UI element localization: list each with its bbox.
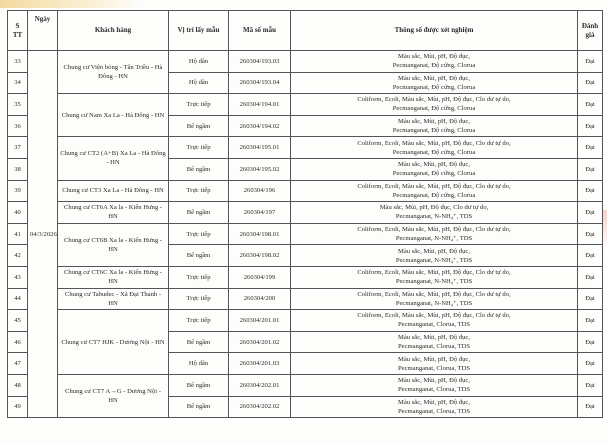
sample-code-cell: 260304/198.02 [229,245,291,267]
stt-cell: 42 [8,245,28,267]
customer-cell: Chung cư CT6C Xa la - Kiến Hưng - HN [58,266,169,288]
table-row [8,180,603,202]
stt-cell: 41 [8,223,28,245]
location-cell: Trực tiếp [169,310,229,332]
table-row [8,310,603,332]
stt-cell: 43 [8,266,28,288]
location-cell: Trực tiếp [169,137,229,159]
result-cell: Đạt [578,245,603,267]
table-body [8,51,603,418]
stt-cell: 48 [8,374,28,396]
location-cell: Trực tiếp [169,94,229,116]
customer-cell: Chung cư CT2 (A+B) Xa La - Hà Đông - HN [58,137,169,180]
sample-code-cell: 260304/199 [229,266,291,288]
result-cell: Đạt [578,202,603,224]
location-cell: Trực tiếp [169,288,229,310]
location-cell: Bể ngầm [169,396,229,418]
table-row [8,223,603,245]
scan-artifact [0,0,140,8]
sample-code-cell: 260304/201.02 [229,331,291,353]
sample-code-cell: 260304/193.03 [229,51,291,73]
header-result: Đánh giá [578,11,603,51]
tests-cell: Màu sắc, Mùi, pH, Độ đục, Pecmanganat, Clorua, TDS [291,374,578,396]
result-cell: Đạt [578,158,603,180]
location-cell: Hộ dân [169,51,229,73]
location-cell: Bể ngầm [169,245,229,267]
customer-cell: Chung cư CT7 HJK - Dương Nội - HN [58,310,169,375]
result-cell: Đạt [578,288,603,310]
sample-code-cell: 260304/202.01 [229,374,291,396]
stt-cell: 49 [8,396,28,418]
tests-cell: Coliform, Ecoli, Màu sắc, Mùi, pH, Độ đục, Clo dư tự do, Pecmanganat, Độ cứng, Clorua [291,94,578,116]
stt-cell: 45 [8,310,28,332]
stt-cell: 35 [8,94,28,116]
result-cell: Đạt [578,374,603,396]
stt-cell: 34 [8,72,28,94]
stt-cell: 47 [8,353,28,375]
customer-cell: Chung cư CT3 Xa La - Hà Đông - HN [58,180,169,202]
customer-cell: Chung cư CT6B Xa la - Kiến Hưng - HN [58,223,169,266]
header-location: Vị trí lấy mẫu [169,11,229,51]
location-cell: Hộ dân [169,72,229,94]
table-row [8,137,603,159]
stt-cell: 46 [8,331,28,353]
stt-cell: 37 [8,137,28,159]
result-cell: Đạt [578,310,603,332]
table-row [8,202,603,224]
location-cell: Trực tiếp [169,180,229,202]
header-code: Mã số mẫu [229,11,291,51]
sample-code-cell: 260304/202.02 [229,396,291,418]
sample-code-cell: 260304/201.03 [229,353,291,375]
tests-cell: Màu sắc, Mùi, pH, Độ đục, Pecmanganat, Clorua, TDS [291,396,578,418]
stt-cell: 36 [8,115,28,137]
result-cell: Đạt [578,94,603,116]
result-cell: Đạt [578,180,603,202]
location-cell: Trực tiếp [169,266,229,288]
result-cell: Đạt [578,353,603,375]
tests-cell: Coliform, Ecoli, Màu sắc, Mùi, pH, Độ đục, Clo dư tự do, Pecmanganat, Clorua, TDS [291,310,578,332]
tests-cell: Màu sắc, Mùi, pH, Độ đục, Pecmanganat, Độ cứng, Clorua [291,158,578,180]
header-date: Ngày [28,11,58,51]
table-row [8,51,603,73]
tests-cell: Màu sắc, Mùi, pH, Độ đục, Pecmanganat, N-NH₄⁺, TDS [291,245,578,267]
table-row [8,94,603,116]
result-cell: Đạt [578,396,603,418]
location-cell: Hộ dân [169,353,229,375]
table-row [8,266,603,288]
customer-cell: Chung cư CT6A Xa la - Kiến Hưng - HN [58,202,169,224]
result-cell: Đạt [578,266,603,288]
table-row [8,374,603,396]
header-customer: Khách hàng [58,11,169,51]
tests-cell: Màu sắc, Mùi, pH, Độ đục, Pecmanganat, Độ cứng, Clorua [291,72,578,94]
sample-code-cell: 260304/194.02 [229,115,291,137]
location-cell: Bể ngầm [169,331,229,353]
stt-cell: 33 [8,51,28,73]
table-row [8,288,603,310]
header-stt: S TT [8,11,28,51]
result-cell: Đạt [578,223,603,245]
tests-cell: Coliform, Ecoli, Màu sắc, Mùi, pH, Độ đục, Clo dư tự do, Pecmanganat, N-NH₄⁺, TDS [291,288,578,310]
tests-cell: Màu sắc, Mùi, pH, Độ đục, Pecmanganat, Độ cứng, Clorua [291,51,578,73]
sample-code-cell: 260304/194.01 [229,94,291,116]
stt-cell: 39 [8,180,28,202]
header-tests: Thông số được xét nghiệm [291,11,578,51]
customer-cell: Chung cư CT7 A→G - Dương Nội - HN [58,374,169,417]
sample-code-cell: 260304/193.04 [229,72,291,94]
tests-cell: Coliform, Ecoli, Màu sắc, Mùi, pH, Độ đục, Clo dư tự do, Pecmanganat, Độ cứng, Clorua [291,180,578,202]
sample-code-cell: 260304/195.02 [229,158,291,180]
location-cell: Bể ngầm [169,158,229,180]
sample-code-cell: 260304/200 [229,288,291,310]
stt-cell: 40 [8,202,28,224]
result-cell: Đạt [578,137,603,159]
tests-cell: Màu sắc, Mùi, pH, Độ đục, Pecmanganat, Clorua, TDS [291,331,578,353]
customer-cell: Chung cư Viện bỏng - Tân Triều - Hà Đông - HN [58,51,169,94]
result-cell: Đạt [578,51,603,73]
tests-cell: Màu sắc, Mùi, pH, Độ đục, Clo dư tự do, Pecmanganat, N-NH₄⁺, TDS [291,202,578,224]
location-cell: Bể ngầm [169,202,229,224]
sample-code-cell: 260304/195.01 [229,137,291,159]
location-cell: Bể ngầm [169,115,229,137]
sample-code-cell: 260304/201.01 [229,310,291,332]
date-cell: 04/3/2026 [28,51,58,418]
table-header-row [8,11,603,51]
tests-cell: Màu sắc, Mùi, pH, Độ đục, Pecmanganat, Độ cứng, Clorua [291,115,578,137]
result-cell: Đạt [578,72,603,94]
sample-code-cell: 260304/198.01 [229,223,291,245]
result-cell: Đạt [578,115,603,137]
customer-cell: Chung cư Tabudec - Xã Đại Thanh - HN [58,288,169,310]
result-cell: Đạt [578,331,603,353]
sample-code-cell: 260304/196 [229,180,291,202]
tests-cell: Coliform, Ecoli, Màu sắc, Mùi, pH, Độ đục, Clo dư tự do, Pecmanganat, N-NH₄⁺, TDS [291,266,578,288]
sample-code-cell: 260304/197 [229,202,291,224]
location-cell: Bể ngầm [169,374,229,396]
stt-cell: 38 [8,158,28,180]
stt-cell: 44 [8,288,28,310]
customer-cell: Chung cư Nam Xa La - Hà Đông - HN [58,94,169,137]
tests-cell: Coliform, Ecoli, Màu sắc, Mùi, pH, Độ đục, Clo dư tự do, Pecmanganat, Độ cứng, Clorua [291,137,578,159]
location-cell: Trực tiếp [169,223,229,245]
test-results-table [7,10,603,418]
tests-cell: Màu sắc, Mùi, pH, Độ đục, Pecmanganat, Clorua, TDS [291,353,578,375]
tests-cell: Coliform, Ecoli, Màu sắc, Mùi, pH, Độ đục, Clo dư tự do, Pecmanganat, N-NH₄⁺, TDS [291,223,578,245]
